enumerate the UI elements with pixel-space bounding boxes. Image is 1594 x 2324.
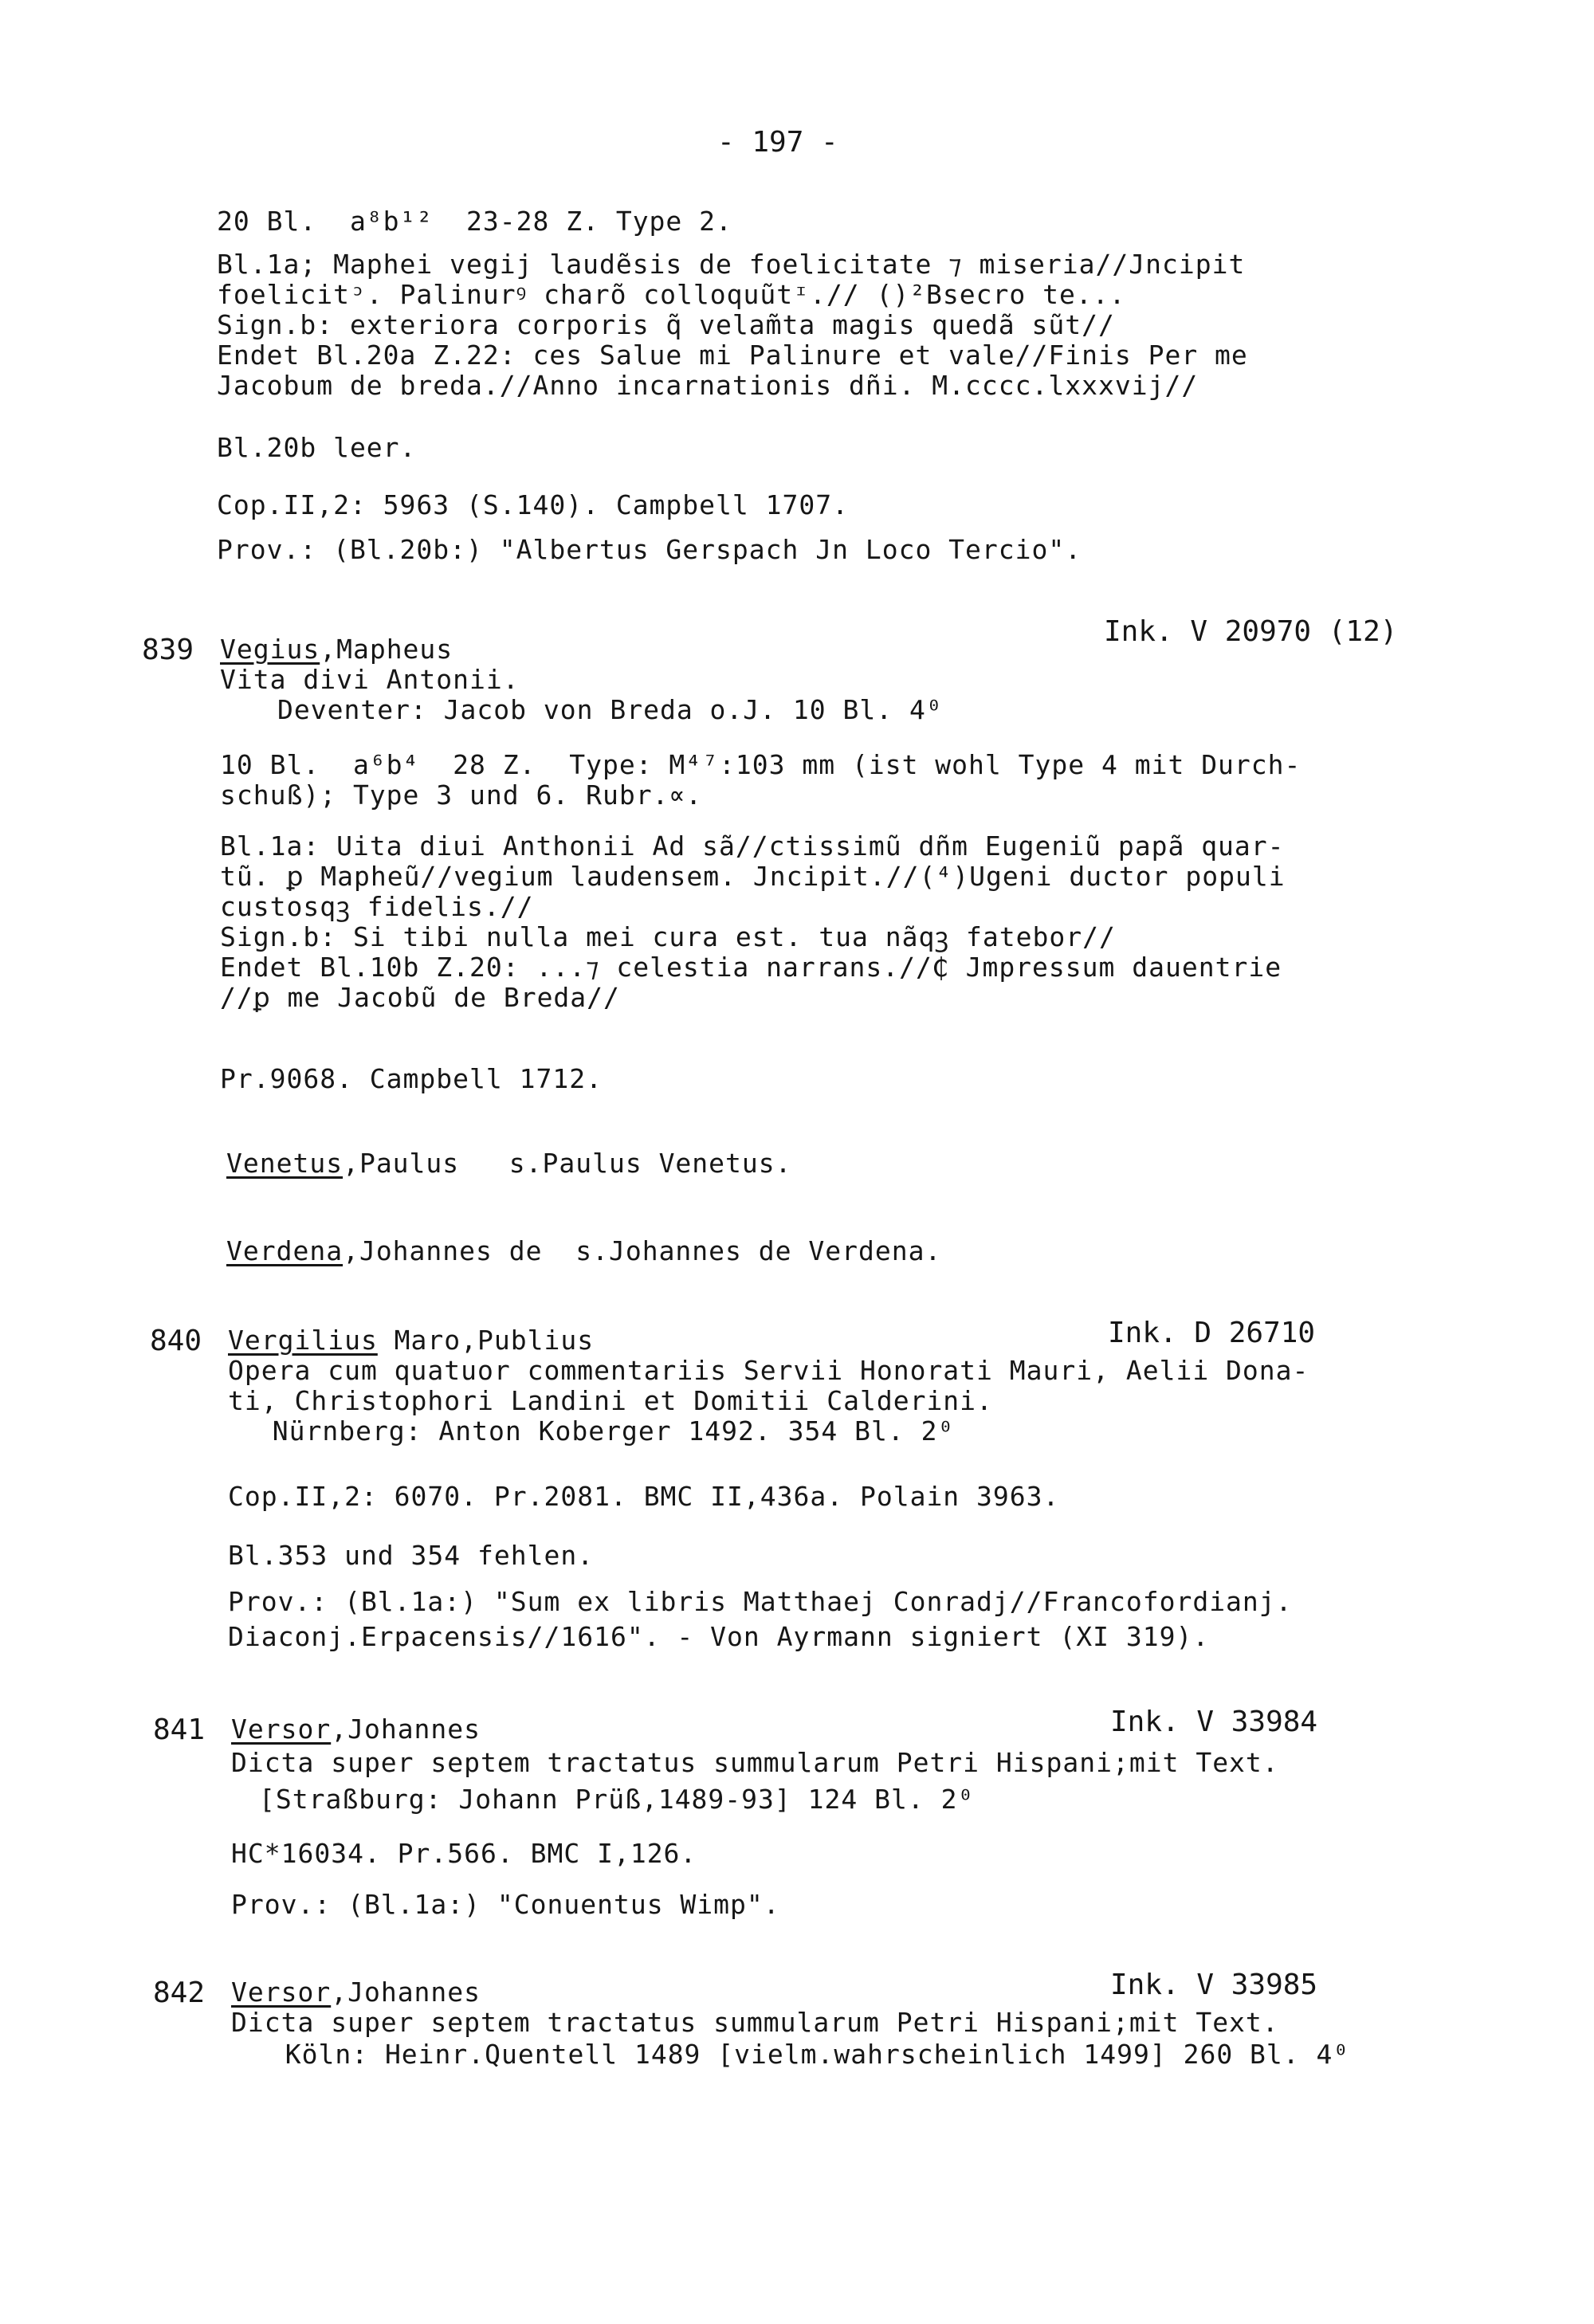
incipit-line: Endet Bl.20a Z.22: ces Salue mi Palinure et vale//Finis Per me bbox=[217, 340, 1248, 371]
title-line: ti, Christophori Landini et Domitii Calderini. bbox=[228, 1385, 993, 1416]
collation-line: 20 Bl. a⁸b¹² 23-28 Z. Type 2. bbox=[217, 206, 732, 237]
collation-line: schuß); Type 3 und 6. Rubr.∝. bbox=[220, 779, 703, 811]
author-forename: Maro,Publius bbox=[377, 1325, 595, 1356]
reference-line: Cop.II,2: 5963 (S.140). Campbell 1707. bbox=[217, 489, 849, 520]
author-name: Versor bbox=[231, 1714, 332, 1745]
see-reference: ,Paulus s.Paulus Venetus. bbox=[343, 1148, 792, 1179]
provenance-line: Diaconj.Erpacensis//1616". - Von Ayrmann signiert (XI 319). bbox=[228, 1621, 1210, 1652]
reference-line: Cop.II,2: 6070. Pr.2081. BMC II,436a. Polain 3963. bbox=[228, 1481, 1060, 1512]
reference-line: HC*16034. Pr.566. BMC I,126. bbox=[231, 1838, 697, 1869]
imprint-line: Nürnberg: Anton Koberger 1492. 354 Bl. 2⁰ bbox=[239, 1415, 955, 1447]
imprint-line: Deventer: Jacob von Breda o.J. 10 Bl. 4⁰ bbox=[277, 694, 943, 725]
shelfmark: Ink. V 33985 bbox=[1110, 1969, 1318, 2001]
shelfmark: Ink. D 26710 bbox=[1108, 1317, 1316, 1349]
shelfmark: Ink. V 20970 (12) bbox=[1104, 615, 1398, 648]
entry-number: 842 bbox=[153, 1977, 206, 2009]
cross-reference bbox=[226, 1148, 792, 1180]
provenance-line: Prov.: (Bl.1a:) "Conuentus Wimp". bbox=[231, 1889, 780, 1920]
see-reference: ,Johannes de s.Johannes de Verdena. bbox=[343, 1235, 942, 1266]
author-name: Venetus bbox=[226, 1148, 344, 1179]
title-line: Dicta super septem tractatus summularum Petri Hispani;mit Text. bbox=[231, 1747, 1279, 1778]
title-line: Dicta super septem tractatus summularum Petri Hispani;mit Text. bbox=[231, 2007, 1279, 2038]
reference-line: Pr.9068. Campbell 1712. bbox=[220, 1063, 603, 1094]
incipit-line: Sign.b: exteriora corporis q̃ velam̃ta magis quedã sũt// bbox=[217, 309, 1115, 340]
imprint-line: [Straßburg: Johann Prüß,1489-93] 124 Bl. 2⁰ bbox=[259, 1784, 975, 1815]
cross-reference bbox=[226, 1235, 941, 1267]
provenance-line: Prov.: (Bl.20b:) "Albertus Gerspach Jn Loco Tercio". bbox=[217, 534, 1082, 565]
provenance-line: Prov.: (Bl.1a:) "Sum ex libris Matthaej Conradj//Francofordianj. bbox=[228, 1586, 1293, 1617]
author-name: Vergilius bbox=[228, 1325, 378, 1356]
incipit-line: Sign.b: Si tibi nulla mei cura est. tua nãqꝫ fatebor// bbox=[220, 921, 1116, 952]
entry-number: 841 bbox=[153, 1714, 206, 1746]
title-line: Vita divi Antonii. bbox=[220, 664, 520, 695]
incipit-line: tũ. ꝑ Mapheũ//vegium laudensem. Jncipit.//(⁴)Ugeni ductor populi bbox=[220, 861, 1286, 892]
author-forename: ,Johannes bbox=[331, 1714, 481, 1745]
entry-number: 840 bbox=[150, 1325, 202, 1357]
incipit-line: foelicitᵓ. Palinurꝰ charõ colloquũtᶦ.// ()²Bsecro te... bbox=[217, 279, 1126, 310]
incipit-line: //ꝑ me Jacobũ de Breda// bbox=[220, 982, 620, 1013]
author-forename: ,Mapheus bbox=[320, 634, 453, 665]
imprint-line: Köln: Heinr.Quentell 1489 [vielm.wahrscheinlich 1499] 260 Bl. 4⁰ bbox=[252, 2039, 1350, 2070]
incipit-line: Bl.1a: Uita diui Anthonii Ad sã//ctissimũ dñm Eugeniũ papã quar- bbox=[220, 830, 1285, 862]
incipit-line: Bl.1a; Maphei vegij laudẽsis de foelicitate ⁊ miseria//Jncipit bbox=[217, 249, 1246, 280]
author-name: Vegius bbox=[220, 634, 320, 665]
entry-heading bbox=[228, 1325, 594, 1356]
page-number: - 197 - bbox=[717, 126, 838, 159]
collation-line: 10 Bl. a⁶b⁴ 28 Z. Type: M⁴⁷:103 mm (ist wohl Type 4 mit Durch- bbox=[220, 749, 1302, 780]
entry-heading bbox=[231, 1977, 481, 2008]
entry-heading bbox=[231, 1714, 481, 1745]
entry-number: 839 bbox=[142, 634, 194, 666]
author-name: Versor bbox=[231, 1977, 332, 2008]
incipit-line: Bl.20b leer. bbox=[217, 432, 417, 463]
incipit-line: Endet Bl.10b Z.20: ...⁊ celestia narrans.//₵ Jmpressum dauentrie bbox=[220, 952, 1282, 983]
author-forename: ,Johannes bbox=[331, 1977, 481, 2008]
incipit-line: Jacobum de breda.//Anno incarnationis dñi. M.cccc.lxxxvij// bbox=[217, 370, 1199, 401]
shelfmark: Ink. V 33984 bbox=[1110, 1706, 1318, 1738]
incipit-line: custosqꝫ fidelis.// bbox=[220, 891, 534, 922]
title-line: Opera cum quatuor commentariis Servii Honorati Mauri, Aelii Dona- bbox=[228, 1355, 1309, 1386]
note-line: Bl.353 und 354 fehlen. bbox=[228, 1540, 595, 1571]
entry-heading bbox=[220, 634, 453, 665]
author-name: Verdena bbox=[226, 1235, 344, 1266]
